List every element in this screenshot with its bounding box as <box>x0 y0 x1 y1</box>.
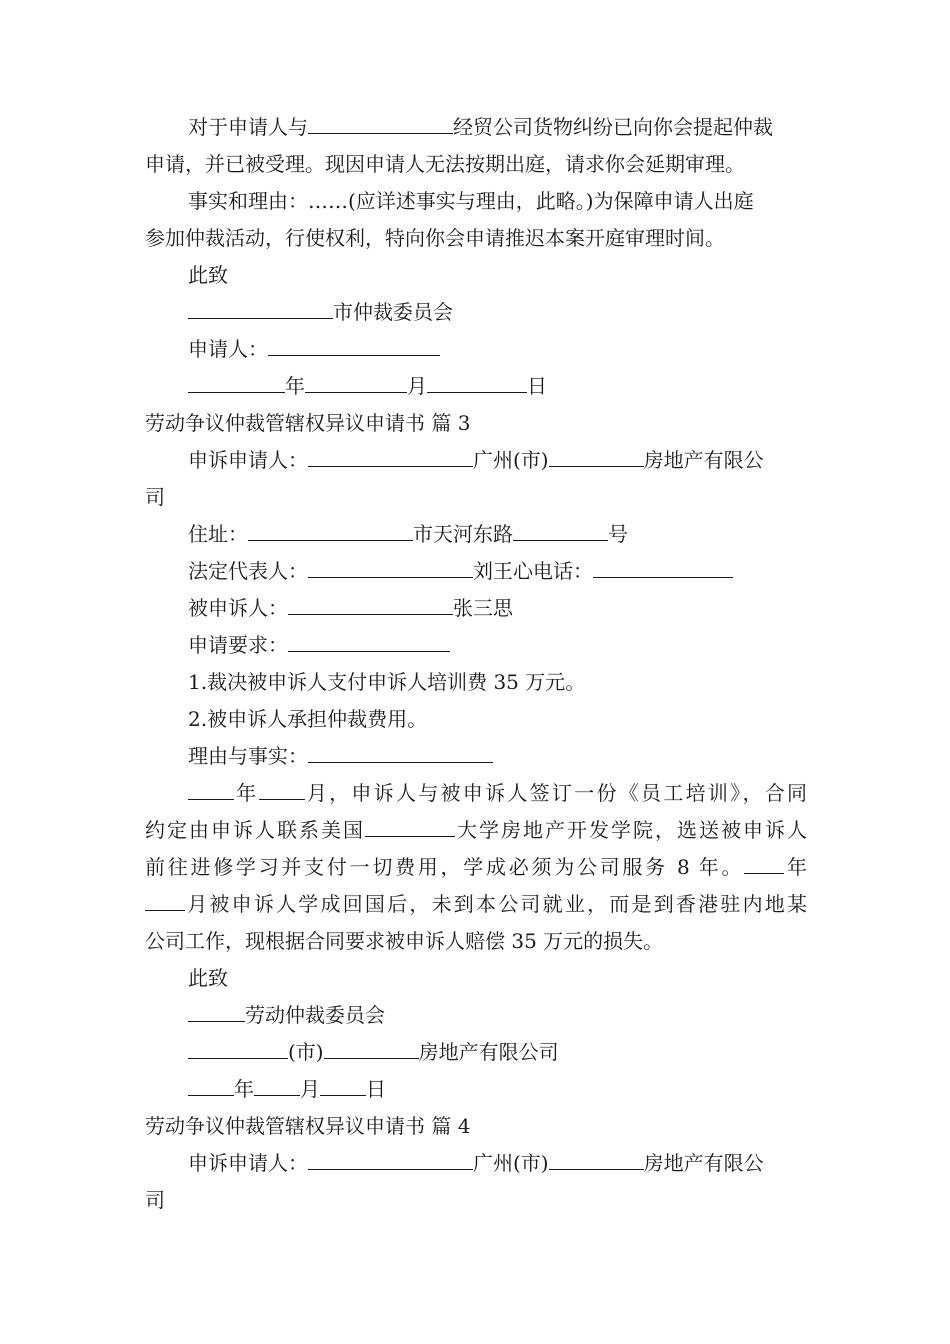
s3-reason-line-4 <box>145 890 807 918</box>
blank-field <box>268 335 440 356</box>
s3-reason-line-5: 公司工作，现根据合同要求被申诉人赔偿 35 万元的损失。 <box>145 929 664 953</box>
blank-field <box>259 779 305 800</box>
legal-rep-name: 刘王心电话： <box>473 559 593 583</box>
blank-field <box>305 372 407 393</box>
reasons-label: 理由与事实： <box>188 744 308 768</box>
date-line-1 <box>188 372 547 400</box>
blank-field <box>365 816 455 837</box>
p2-line2: 参加仲裁活动，行使权利，特向你会申请推迟本案开庭审理时间。 <box>145 226 725 250</box>
s3-legal-rep-line <box>188 557 733 585</box>
blank-field <box>188 298 333 319</box>
section-3-title: 劳动争议仲裁管辖权异议申请书 篇 3 <box>145 411 471 435</box>
blank-field <box>188 1038 288 1059</box>
address-label: 住址： <box>188 522 248 546</box>
s3-address-line <box>188 520 628 548</box>
blank-field <box>324 1038 419 1059</box>
reason-year: 年 <box>784 855 807 879</box>
complainant-company: 房地产有限公 <box>643 448 764 472</box>
s3-reason-line-1 <box>188 779 807 807</box>
month-label: 月 <box>300 1077 320 1101</box>
blank-field <box>308 1149 473 1170</box>
complainant-label: 申诉申请人： <box>188 448 308 472</box>
blank-field <box>513 520 608 541</box>
blank-field <box>188 779 234 800</box>
s4-complainant-line <box>188 1149 764 1177</box>
blank-field <box>188 1001 245 1022</box>
address-street: 市天河东路 <box>413 522 513 546</box>
committee-name: 市仲裁委员会 <box>333 300 453 324</box>
s3-request-1: 1.裁决被申诉人支付申诉人培训费 35 万元。 <box>188 670 586 694</box>
p1-text-b: 经贸公司货物纠纷已向你会提起仲裁 <box>453 115 773 139</box>
day-label: 日 <box>527 374 547 398</box>
sign-city: (市) <box>288 1040 324 1064</box>
reason-year: 年 <box>234 781 259 805</box>
reason-text: 大学房地产开发学院，选送被申诉人 <box>455 818 807 842</box>
p2-line1: 事实和理由：……(应详述事实与理由，此略。)为保障申请人出庭 <box>188 189 754 213</box>
blank-field <box>288 594 453 615</box>
respondent-label: 被申诉人： <box>188 596 288 620</box>
s3-requests-line <box>188 631 450 659</box>
complainant-city: 广州(市) <box>473 1151 549 1175</box>
blank-field <box>145 890 185 911</box>
applicant-line <box>188 335 440 363</box>
blank-field <box>288 631 450 652</box>
s3-complainant-line <box>188 446 764 474</box>
p1-text-a: 对于申请人与 <box>188 115 308 139</box>
requests-label: 申请要求： <box>188 633 288 657</box>
p1-line2: 申请，并已被受理。现因申请人无法按期出庭，请求你会延期审理。 <box>145 152 745 176</box>
reason-text: 月，申诉人与被申诉人签订一份《员工培训》，合同 <box>304 781 808 805</box>
blank-field <box>549 446 644 467</box>
s4-complainant-end: 司 <box>145 1188 165 1212</box>
blank-field <box>248 520 413 541</box>
blank-field <box>593 557 733 578</box>
applicant-label: 申请人： <box>188 337 268 361</box>
blank-field <box>188 1075 234 1096</box>
year-label: 年 <box>234 1077 254 1101</box>
year-label: 年 <box>285 374 305 398</box>
s3-reason-line-3 <box>145 853 807 881</box>
day-label: 日 <box>366 1077 386 1101</box>
complainant-city: 广州(市) <box>473 448 549 472</box>
complainant-company: 房地产有限公 <box>643 1151 764 1175</box>
closing-1: 此致 <box>188 263 228 287</box>
blank-field <box>549 1149 644 1170</box>
respondent-name: 张三思 <box>453 596 513 620</box>
sign-company: 房地产有限公司 <box>418 1040 559 1064</box>
blank-field <box>320 1075 366 1096</box>
s3-reasons-line <box>188 742 493 770</box>
blank-field <box>308 742 493 763</box>
blank-field <box>308 557 473 578</box>
date-line-2 <box>188 1075 386 1103</box>
blank-field <box>427 372 527 393</box>
blank-field <box>744 853 784 874</box>
address-number: 号 <box>608 522 628 546</box>
blank-field <box>308 446 473 467</box>
blank-field <box>254 1075 300 1096</box>
section-4-title: 劳动争议仲裁管辖权异议申请书 篇 4 <box>145 1114 471 1138</box>
s3-respondent-line <box>188 594 513 622</box>
month-label: 月 <box>407 374 427 398</box>
s3-reason-line-2 <box>145 816 807 844</box>
legal-rep-label: 法定代表人： <box>188 559 308 583</box>
complainant-label: 申诉申请人： <box>188 1151 308 1175</box>
committee-name: 劳动仲裁委员会 <box>245 1003 385 1027</box>
reason-text: 约定由申诉人联系美国 <box>145 818 365 842</box>
s3-complainant-end: 司 <box>145 485 165 509</box>
signature-line <box>188 1038 559 1066</box>
closing-2: 此致 <box>188 966 228 990</box>
reason-text: 月被申诉人学成回国后，未到本公司就业，而是到香港驻内地某 <box>185 892 807 916</box>
committee-line-1 <box>188 298 453 326</box>
committee-line-2 <box>188 1001 385 1029</box>
blank-field <box>308 113 453 134</box>
s3-request-2: 2.被申诉人承担仲裁费用。 <box>188 707 428 731</box>
reason-text: 前往进修学习并支付一切费用，学成必须为公司服务 8 年。 <box>145 855 745 879</box>
p1-line1 <box>188 113 773 141</box>
blank-field <box>188 372 285 393</box>
